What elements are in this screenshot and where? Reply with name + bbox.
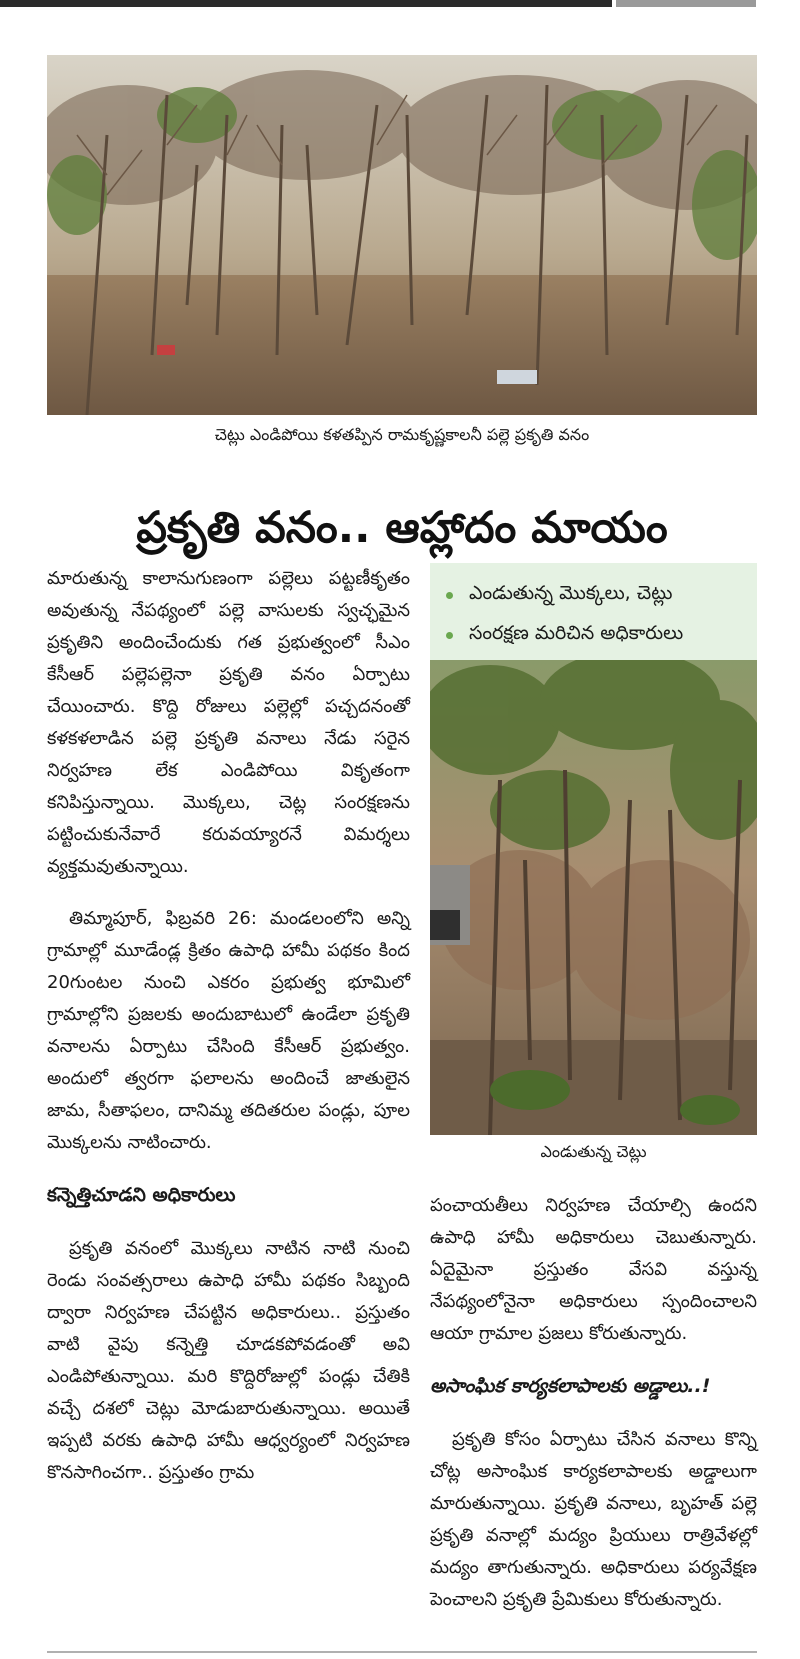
body-text-1: తిమ్మాపూర్, ఫిబ్రవరి 26: మండలంలోని అన్ని గ్రామాల్లో మూడేండ్ల క్రితం ఉపాధి హామీ పథకం కింద 20గుంటల నుంచి ఎకరం ప్రభుత్వ భూమిలో గ్రామాల్లోని ప్రజలకు అందుబాటులో ఉండేలా ప్రకృతి వనాలను ఏర్పాటు చేసింది కేసీఆర్ ప్రభుత్వం. అందులో త్వరగా ఫలాలను అందించే జాతులైన జామ, సీతాఫలం, దానిమ్మ తదితరుల పండ్లు, పూల మొక్కలను నాటించారు.	[47, 908, 410, 1153]
subhead-officials: కన్నెత్తిచూడని అధికారులు	[47, 1184, 236, 1206]
headline: ప్రకృతి వనం.. ఆహ్లాదం మాయం	[136, 502, 668, 553]
body-text-4: ప్రకృతి కోసం ఏర్పాటు చేసిన వనాలు కొన్ని చోట్ల అసాంఘిక కార్యకలాపాలకు అడ్డాలుగా మారుతున్నాయి. ప్రకృతి వనాలు, బృహత్ పల్లె ప్రకృతి వనాల్లో మద్యం ప్రియులు రాత్రివేళల్లో మద్యం తాగుతున్నారు. అధికారులు పర్యవేక్షణ పెంచాలని ప్రకృతి ప్రేమికులు కోరుతున్నారు.	[430, 1429, 757, 1610]
drying-trees-illustration	[430, 660, 757, 1135]
subhead-antisocial: అసాంఘిక కార్యకలాపాలకు అడ్డాలు..!	[430, 1375, 711, 1397]
top-bar-light	[616, 0, 756, 7]
highlight-text: సంరక్షణ మరిచిన అధికారులు	[469, 621, 684, 644]
side-photo	[430, 660, 757, 1135]
body-paragraph-1	[47, 903, 410, 1159]
body-paragraph-2	[47, 1233, 410, 1489]
highlight-item	[440, 575, 757, 615]
body-text-3: పంచాయతీలు నిర్వహణ చేయాల్సి ఉందని ఉపాధి హామీ అధికారులు చెబుతున్నారు. ఏదైమైనా ప్రస్తుతం వేసవి వస్తున్న నేపథ్యంలోనైనా అధికారులు స్పందించాలని ఆయా గ్రామాల ప్రజలు కోరుతున్నారు.	[430, 1195, 757, 1344]
highlights-box	[430, 563, 757, 663]
right-column	[430, 1190, 757, 1636]
body-text-2: ప్రకృతి వనంలో మొక్కలు నాటిన నాటి నుంచి రెండు సంవత్సరాలు ఉపాధి హామీ పథకం సిబ్బంది ద్వారా నిర్వహణ చేపట్టిన అధికారులు.. ప్రస్తుతం వాటి వైపు కన్నెత్తి చూడకపోవడంతో అవి ఎండిపోతున్నాయి. మరి కొద్దిరోజుల్లో పండ్లు చేతికి వచ్చే దశలో చెట్లు మోడుబారుతున్నాయి. అయితే ఇప్పటి వరకు ఉపాధి హామీ ఆధ్వర్యంలో నిర్వహణ కొనసాగించగా.. ప్రస్తుతం గ్రామ	[47, 1238, 410, 1483]
body-paragraph-3	[430, 1190, 757, 1350]
top-bar	[0, 0, 800, 8]
dry-forest-illustration	[47, 55, 757, 415]
bullet-dot-icon	[446, 592, 453, 599]
intro-text: మారుతున్న కాలానుగుణంగా పల్లెలు పట్టణీకృతం అవుతున్న నేపథ్యంలో పల్లె వాసులకు స్వచ్ఛమైన ప్రకృతిని అందించేందుకు గత ప్రభుత్వంలో సీఎం కేసీఆర్ పల్లెపల్లెనా ప్రకృతి వనం ఏర్పాటు చేయించారు. కొద్ది రోజులు పల్లెల్లో పచ్చదనంతో కళకళలాడిన పల్లె ప్రకృతి వనాలు నేడు సరైన నిర్వహణ లేక ఎండిపోయి వికృతంగా కనిపిస్తున్నాయి. మొక్కలు, చెట్ల సంరక్షణను పట్టించుకునేవారే కరువయ్యారనే విమర్శలు వ్యక్తమవుతున్నాయి.	[47, 568, 410, 877]
highlight-item	[440, 615, 757, 655]
highlight-text: ఎండుతున్న మొక్కలు, చెట్లు	[469, 581, 673, 604]
intro-paragraph	[47, 563, 410, 883]
top-photo-caption: చెట్లు ఎండిపోయి కళతప్పిన రామకృష్ణకాలనీ పల్లె ప్రకృతి వనం	[214, 425, 590, 444]
top-photo	[47, 55, 757, 415]
left-column	[47, 563, 410, 1509]
body-paragraph-4	[430, 1424, 757, 1616]
side-photo-caption: ఎండుతున్న చెట్లు	[540, 1142, 647, 1161]
bullet-dot-icon	[446, 632, 453, 639]
top-bar-dark	[0, 0, 612, 7]
bottom-rule	[47, 1651, 757, 1653]
